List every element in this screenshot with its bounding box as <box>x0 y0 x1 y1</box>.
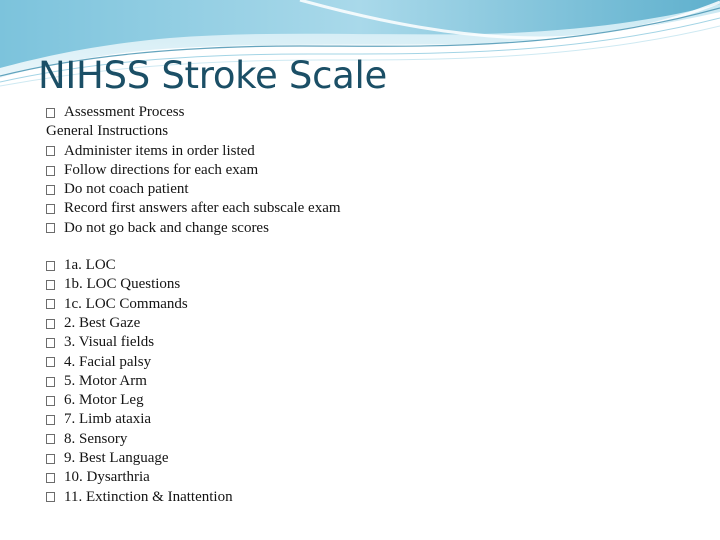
checkbox-bullet-icon <box>46 280 55 290</box>
scale-item-text: 1b. LOC Questions <box>64 276 181 293</box>
checkbox-bullet-icon <box>46 454 55 464</box>
checkbox-bullet-icon <box>46 492 55 502</box>
page-title: NIHSS Stroke Scale <box>38 54 387 97</box>
slide-body <box>45 103 685 507</box>
scale-item-text: 1c. LOC Commands <box>64 295 188 312</box>
scale-item <box>45 468 685 487</box>
instruction-text: Follow directions for each exam <box>64 161 259 178</box>
scale-item-text: 6. Motor Leg <box>64 392 144 409</box>
scale-item-text: 9. Best Language <box>64 450 169 467</box>
scale-item-text: 5. Motor Arm <box>64 372 147 389</box>
scale-item <box>45 449 685 468</box>
checkbox-bullet-icon <box>46 185 55 195</box>
scale-item <box>45 430 685 449</box>
scale-item <box>45 256 685 275</box>
scale-item-text: 8. Sensory <box>64 430 128 447</box>
instruction-item <box>45 219 685 238</box>
section-heading <box>45 122 685 141</box>
scale-item <box>45 488 685 507</box>
instruction-item <box>45 199 685 218</box>
scale-item-text: 2. Best Gaze <box>64 314 141 331</box>
scale-item-text: 11. Extinction & Inattention <box>64 488 233 505</box>
scale-item-text: 10. Dysarthria <box>64 469 150 486</box>
checkbox-bullet-icon <box>46 108 55 118</box>
scale-item-text: 1a. LOC <box>64 257 116 274</box>
checkbox-bullet-icon <box>46 204 55 214</box>
checkbox-bullet-icon <box>46 357 55 367</box>
instruction-text: Record first answers after each subscale exam <box>64 200 341 217</box>
intro-line <box>45 103 685 122</box>
checkbox-bullet-icon <box>46 396 55 406</box>
checkbox-bullet-icon <box>46 415 55 425</box>
intro-text: Assessment Process <box>64 104 185 120</box>
scale-item <box>45 333 685 352</box>
checkbox-bullet-icon <box>46 319 55 329</box>
scale-item-text: 4. Facial palsy <box>64 353 152 370</box>
instruction-item <box>45 142 685 161</box>
scale-item-text: 3. Visual fields <box>64 334 155 351</box>
checkbox-bullet-icon <box>46 146 55 156</box>
checkbox-bullet-icon <box>46 338 55 348</box>
scale-item <box>45 391 685 410</box>
instruction-text: Do not coach patient <box>64 181 189 198</box>
checkbox-bullet-icon <box>46 261 55 271</box>
spacer <box>45 238 685 256</box>
checkbox-bullet-icon <box>46 377 55 387</box>
section-heading-text: General Instructions <box>46 123 169 140</box>
checkbox-bullet-icon <box>46 223 55 233</box>
instruction-text: Do not go back and change scores <box>64 219 269 236</box>
instruction-text: Administer items in order listed <box>64 142 255 159</box>
checkbox-bullet-icon <box>46 473 55 483</box>
scale-item <box>45 275 685 294</box>
scale-item <box>45 372 685 391</box>
instruction-item <box>45 161 685 180</box>
scale-item <box>45 295 685 314</box>
scale-item-text: 7. Limb ataxia <box>64 411 152 428</box>
scale-item <box>45 314 685 333</box>
scale-item <box>45 410 685 429</box>
checkbox-bullet-icon <box>46 434 55 444</box>
scale-item <box>45 353 685 372</box>
instruction-item <box>45 180 685 199</box>
checkbox-bullet-icon <box>46 299 55 309</box>
checkbox-bullet-icon <box>46 166 55 176</box>
